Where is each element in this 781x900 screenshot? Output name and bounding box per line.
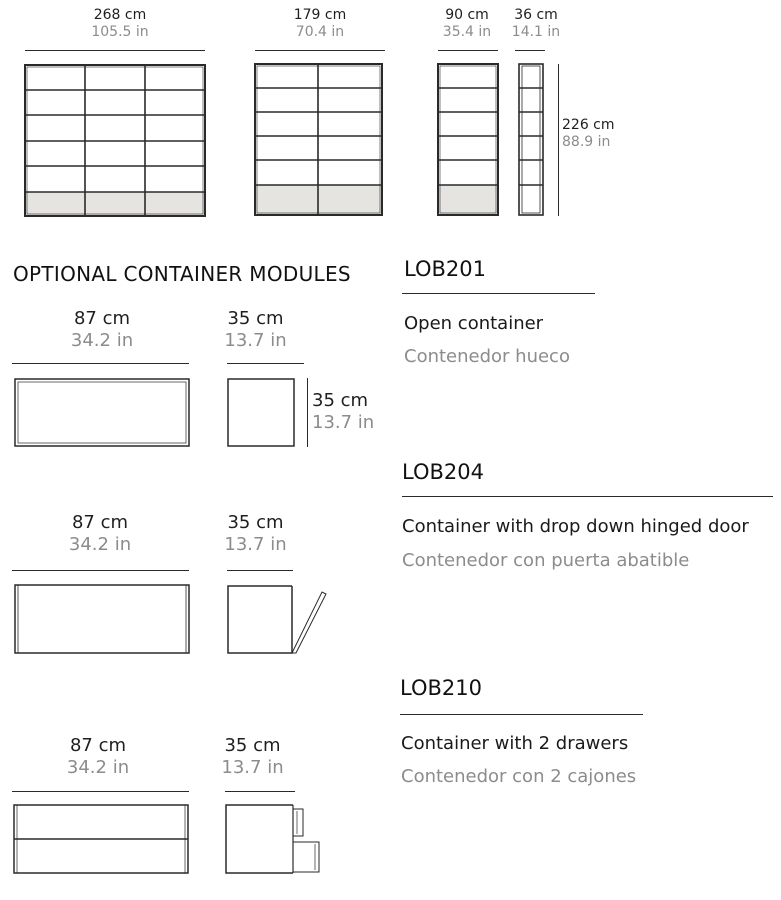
dim-line-226 bbox=[558, 64, 559, 216]
module-2-side-drawing bbox=[227, 584, 327, 656]
module-2-depth-line bbox=[227, 570, 293, 571]
dim-line-179 bbox=[255, 50, 385, 51]
dim-label-90 bbox=[432, 7, 502, 41]
dim-in: 105.5 in bbox=[91, 23, 149, 40]
dim-label-226 bbox=[562, 117, 624, 151]
dim-cm: 226 cm bbox=[562, 117, 615, 133]
module-3-name-es: Contenedor con 2 cajones bbox=[401, 766, 637, 787]
dim-in: 88.9 in bbox=[562, 133, 611, 150]
module-3-depth-label bbox=[215, 735, 290, 778]
module-2-width-line bbox=[12, 570, 189, 571]
dim-in: 35.4 in bbox=[442, 23, 492, 40]
dim-cm: 179 cm bbox=[293, 7, 347, 23]
module-1-width-line bbox=[12, 363, 189, 364]
dim-in: 70.4 in bbox=[295, 23, 345, 40]
module-3-code: LOB210 bbox=[400, 676, 482, 700]
dim-cm: 35 cm bbox=[312, 390, 369, 411]
module-3-side-drawing bbox=[225, 804, 325, 874]
module-1-width-label bbox=[52, 308, 152, 351]
module-1-height-label bbox=[312, 390, 387, 433]
module-3-width-label bbox=[48, 735, 148, 778]
dim-cm: 87 cm bbox=[73, 308, 131, 329]
dim-cm: 35 cm bbox=[227, 512, 284, 533]
dim-label-268 bbox=[70, 7, 170, 41]
module-1-name-es: Contenedor hueco bbox=[404, 346, 570, 367]
module-1-code-underline bbox=[402, 293, 595, 294]
module-3-depth-line bbox=[225, 791, 295, 792]
module-1-side-drawing bbox=[227, 378, 295, 447]
module-2-front-drawing bbox=[14, 584, 190, 654]
module-2-depth-label bbox=[218, 512, 293, 555]
shelving-front-90 bbox=[437, 63, 499, 216]
module-1-depth-line bbox=[227, 363, 304, 364]
module-1-code: LOB201 bbox=[404, 257, 486, 281]
dim-line-36 bbox=[515, 50, 545, 51]
dim-in: 34.2 in bbox=[66, 756, 130, 778]
dim-in: 13.7 in bbox=[312, 411, 375, 433]
shelving-front-268 bbox=[24, 64, 206, 217]
dim-cm: 36 cm bbox=[514, 7, 558, 23]
module-2-code: LOB204 bbox=[402, 460, 484, 484]
module-3-front-drawing bbox=[13, 804, 189, 874]
dim-label-36 bbox=[505, 7, 567, 41]
module-3-code-underline bbox=[400, 714, 643, 715]
dim-line-268 bbox=[25, 50, 205, 51]
module-1-height-line bbox=[307, 378, 308, 447]
shelving-front-179 bbox=[254, 63, 383, 216]
dim-in: 34.2 in bbox=[70, 329, 134, 351]
shelving-side-36 bbox=[518, 63, 544, 216]
dim-in: 13.7 in bbox=[224, 329, 287, 351]
dim-cm: 87 cm bbox=[71, 512, 129, 533]
dim-cm: 268 cm bbox=[93, 7, 147, 23]
module-1-name-en: Open container bbox=[404, 313, 544, 334]
module-3-name-en: Container with 2 drawers bbox=[401, 733, 629, 754]
section-title: OPTIONAL CONTAINER MODULES bbox=[13, 262, 351, 286]
dim-cm: 35 cm bbox=[224, 735, 281, 756]
dim-cm: 90 cm bbox=[445, 7, 489, 23]
dim-label-179 bbox=[270, 7, 370, 41]
dim-in: 13.7 in bbox=[221, 756, 284, 778]
module-1-front-drawing bbox=[14, 378, 190, 447]
dim-cm: 87 cm bbox=[69, 735, 127, 756]
dim-cm: 35 cm bbox=[227, 308, 284, 329]
module-2-name-es: Contenedor con puerta abatible bbox=[402, 550, 690, 571]
module-2-name-en: Container with drop down hinged door bbox=[402, 516, 749, 537]
dim-line-90 bbox=[438, 50, 498, 51]
module-2-width-label bbox=[50, 512, 150, 555]
dim-in: 14.1 in bbox=[511, 23, 561, 40]
dim-in: 13.7 in bbox=[224, 533, 287, 555]
dim-in: 34.2 in bbox=[68, 533, 132, 555]
module-2-code-underline bbox=[402, 496, 773, 497]
module-3-width-line bbox=[12, 791, 189, 792]
module-1-depth-label bbox=[218, 308, 293, 351]
